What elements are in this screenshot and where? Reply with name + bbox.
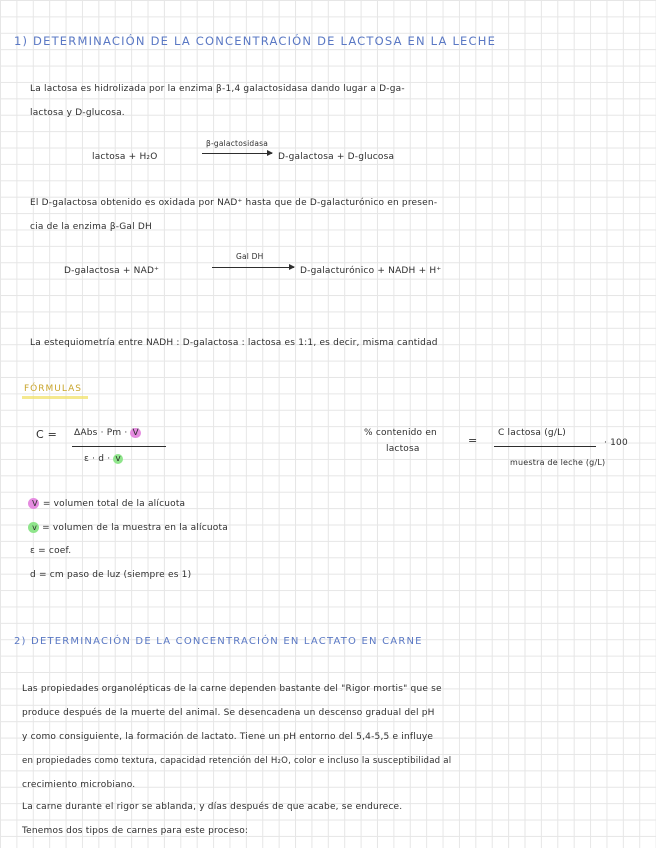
reaction2-enzyme: Gal DH (236, 252, 264, 261)
reaction1-arrow (202, 153, 272, 154)
reaction1-enzyme: β-galactosidasa (206, 139, 269, 148)
formula-pct-times: · 100 (604, 438, 628, 448)
reaction2-right: D-galacturónico + NADH + H⁺ (300, 266, 442, 276)
section1-heading: 1) DETERMINACIÓN DE LA CONCENTRACIÓN DE LACTOSA EN LA LECHE (14, 34, 497, 48)
legend-item-total-volume (28, 498, 185, 509)
legend-var: v (32, 523, 37, 532)
section2-line: Tenemos dos tipos de carnes para este proceso: (22, 826, 249, 836)
formula-pct-fraction-line (494, 446, 596, 447)
formula-pct-denominator: muestra de leche (g/L) (510, 458, 606, 467)
legend-item-path: d = cm paso de luz (siempre es 1) (30, 570, 192, 580)
reaction1-right: D-galactosa + D-glucosa (278, 152, 395, 162)
formulas-label: FÓRMULAS (24, 384, 82, 394)
para2-line2: cia de la enzima β-Gal DH (30, 222, 152, 232)
section2-line: en propiedades como textura, capacidad retención del H₂O, color e incluso la susceptibilidad al (22, 756, 452, 766)
formula-c-numerator-text: ΔAbs · Pm · (74, 428, 128, 438)
formula-c-lhs: C = (36, 428, 57, 441)
formula-pct-lhs-line2: lactosa (386, 444, 420, 454)
formula-c-denominator (84, 454, 123, 464)
formula-c-fraction-line (72, 446, 166, 447)
legend-text: = volumen total de la alícuota (42, 499, 186, 509)
section2-line: La carne durante el rigor se ablanda, y días después de que acabe, se endurece. (22, 802, 403, 812)
formulas-highlight (22, 396, 88, 399)
legend-item-coef: ε = coef. (30, 546, 72, 556)
formula-c-numerator-var: V (132, 428, 139, 438)
formula-pct-numerator: C lactosa (g/L) (498, 428, 566, 438)
para1-line2: lactosa y D-glucosa. (30, 108, 125, 118)
para3: La estequiometría entre NADH : D-galactosa : lactosa es 1:1, es decir, misma cantidad (30, 338, 438, 348)
reaction2-arrow (212, 267, 294, 268)
legend-item-sample-volume (28, 522, 228, 533)
formula-pct-lhs-line1: % contenido en (364, 428, 437, 438)
section2-line: crecimiento microbiano. (22, 780, 136, 790)
formula-c-denominator-text: ε · d · (84, 454, 111, 464)
section2-line: y como consiguiente, la formación de lactato. Tiene un pH entorno del 5,4-5,5 e influye (22, 732, 434, 742)
formula-c-denominator-var: v (115, 454, 121, 464)
section2-heading: 2) DETERMINACIÓN DE LA CONCENTRACIÓN EN LACTATO EN CARNE (14, 636, 423, 647)
section2-line: produce después de la muerte del animal. Se desencadena un descenso gradual del pH (22, 708, 435, 718)
legend-text: = volumen de la muestra en la alícuota (42, 523, 228, 533)
para1-line1: La lactosa es hidrolizada por la enzima β-1,4 galactosidasa dando lugar a D-ga- (30, 84, 405, 94)
para2-line1: El D-galactosa obtenido es oxidada por NAD⁺ hasta que de D-galacturónico en presen- (30, 198, 438, 208)
section2-line: Las propiedades organolépticas de la carne dependen bastante del "Rigor mortis" que se (22, 684, 442, 694)
reaction1-left: lactosa + H₂O (92, 152, 158, 162)
formula-c-numerator (74, 428, 141, 438)
legend-var: V (32, 499, 38, 508)
reaction2-left: D-galactosa + NAD⁺ (64, 266, 160, 276)
formula-pct-equals: = (468, 434, 478, 447)
